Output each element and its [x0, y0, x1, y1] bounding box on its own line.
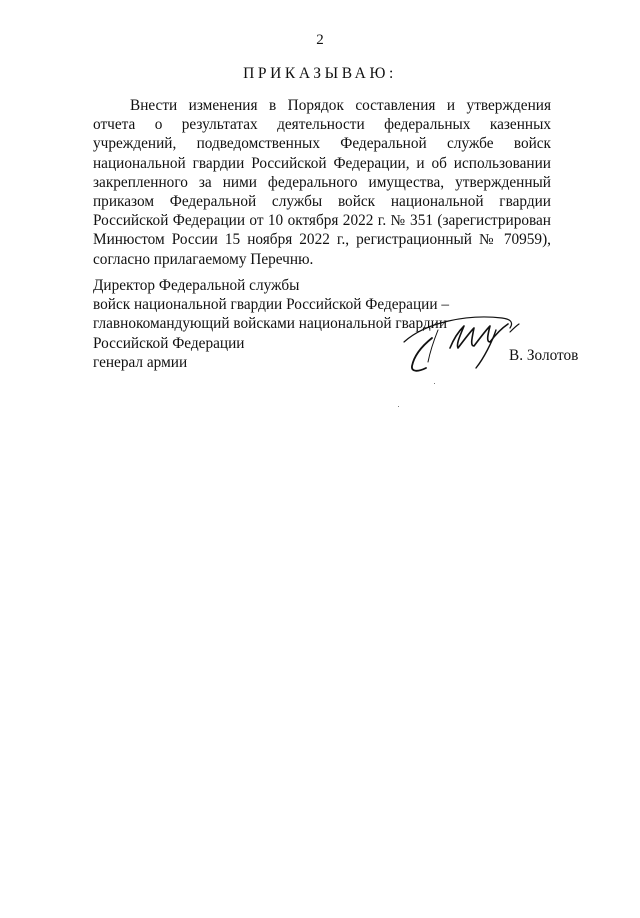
- signatory-line: Директор Федеральной службы: [93, 277, 300, 294]
- scan-speck: [434, 383, 435, 384]
- order-body-paragraph: Внести изменения в Порядок составления и утверждения отчета о результатах деятельности федеральных казенных учреждений, подведомственных Федеральной службе войск национальной гвардии Российской Федерации, и об использовании закрепленного за ними федерального имущества, утвержденный приказом Федеральной службы войск национальной гвардии Российской Федерации от 10 октября 2022 г. № 351 (зарегистрирован Минюстом России 15 ноября 2022 г., регистрационный № 70959), согласно прилагаемому Перечню.: [93, 97, 551, 268]
- scan-speck: [398, 406, 399, 407]
- signatory-line: войск национальной гвардии Российской Федерации –: [93, 296, 449, 314]
- signatory-line: Российской Федерации: [93, 334, 245, 352]
- signatory-line: главнокомандующий войсками национальной гвардии: [93, 315, 448, 333]
- order-heading: ПРИКАЗЫВАЮ:: [243, 65, 397, 82]
- page-number: 2: [316, 32, 324, 48]
- signatory-line: генерал армии: [93, 353, 188, 371]
- signatory-name: В. Золотов: [509, 347, 579, 364]
- handwritten-signature: [398, 308, 528, 380]
